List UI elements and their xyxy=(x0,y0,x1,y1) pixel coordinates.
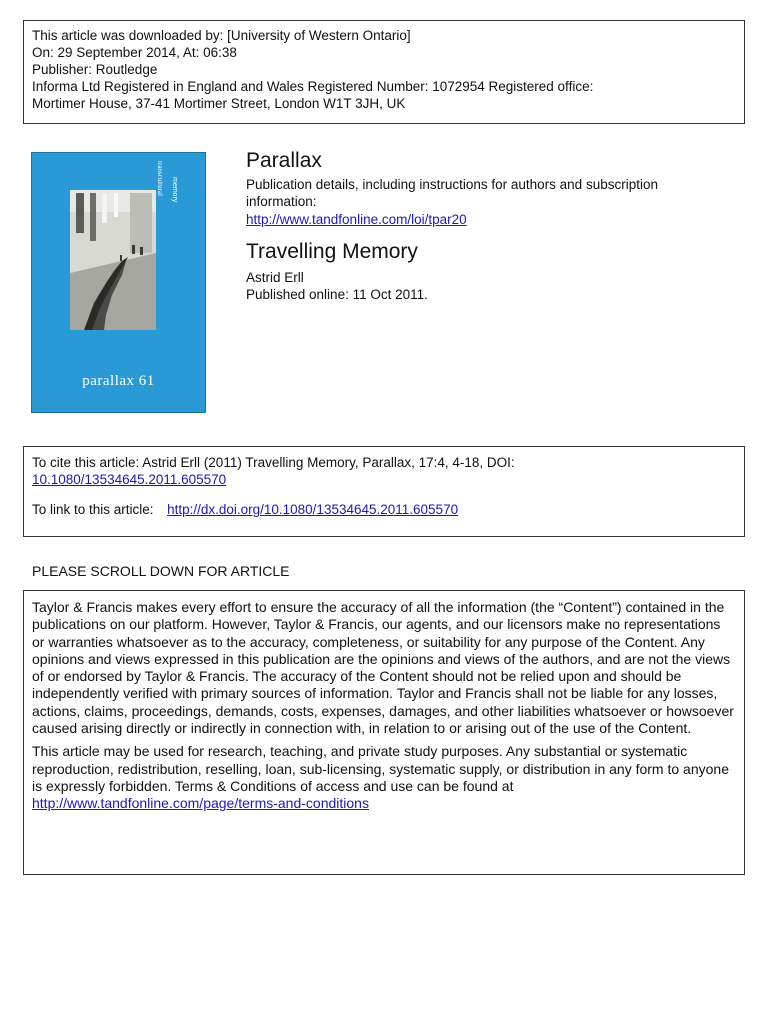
usage-terms-paragraph xyxy=(32,743,736,812)
download-line-registration: Informa Ltd Registered in England and Wales Registered Number: 1072954 Registered office: xyxy=(32,79,594,94)
article-doi-url-link[interactable]: http://dx.doi.org/10.1080/13534645.2011.605570 xyxy=(167,502,459,517)
article-title: Travelling Memory xyxy=(246,240,418,263)
cover-spine-subtitle: memory xyxy=(171,177,178,203)
usage-terms-text: This article may be used for research, teaching, and private study purposes. Any substantial or systematic reproduction, redistribution, reselling, loan, sub-licensing, systematic supply, or distribution in any form to anyone is expressly forbidden. Terms & Conditions of access and use can be found at xyxy=(32,743,729,794)
cover-spine-text: transcultural xyxy=(156,161,164,196)
citation-box xyxy=(23,446,745,537)
download-line-publisher: Publisher: Routledge xyxy=(32,62,158,77)
article-author: Astrid Erll xyxy=(246,270,304,285)
disclaimer-paragraph: Taylor & Francis makes every effort to ensure the accuracy of all the information (the “Content”) contained in the publications on our platform. However, Taylor & Francis, our agents, and our licensors make no representations or warranties whatsoever as to the accuracy, completeness, or suitability for any purpose of the Content. Any opinions and views expressed in this publication are the opinions and views of the authors, and are not the views of or endorsed by Taylor & Francis. The accuracy of the Content should not be relied upon and should be independently verified with primary sources of information. Taylor and Francis shall not be liable for any losses, actions, claims, proceedings, demands, costs, expenses, damages, and other liabilities whatsoever or howsoever caused arising directly or indirectly in connection with, in relation to or arising out of the use of the Content. xyxy=(32,599,734,737)
journal-url-link[interactable]: http://www.tandfonline.com/loi/tpar20 xyxy=(246,212,467,227)
journal-title: Parallax xyxy=(246,149,322,172)
article-published-date: Published online: 11 Oct 2011. xyxy=(246,287,428,302)
article-link-label: To link to this article: xyxy=(32,502,154,517)
disclaimer-box xyxy=(23,590,745,875)
terms-and-conditions-link[interactable]: http://www.tandfonline.com/page/terms-and-conditions xyxy=(32,795,369,812)
cover-title: parallax 61 xyxy=(82,373,155,389)
download-line-address: Mortimer House, 37-41 Mortimer Street, London W1T 3JH, UK xyxy=(32,96,406,111)
journal-details: Publication details, including instructions for authors and subscription information: xyxy=(246,177,658,209)
citation-text: To cite this article: Astrid Erll (2011) Travelling Memory, Parallax, 17:4, 4-18, DOI: xyxy=(32,455,515,470)
download-line-date: On: 29 September 2014, At: 06:38 xyxy=(32,45,237,60)
scroll-down-notice: PLEASE SCROLL DOWN FOR ARTICLE xyxy=(32,563,290,579)
doi-link[interactable]: 10.1080/13534645.2011.605570 xyxy=(32,472,227,487)
download-line-university: This article was downloaded by: [University of Western Ontario] xyxy=(32,28,411,43)
journal-cover-image xyxy=(31,152,206,413)
download-notice-box xyxy=(23,20,745,124)
